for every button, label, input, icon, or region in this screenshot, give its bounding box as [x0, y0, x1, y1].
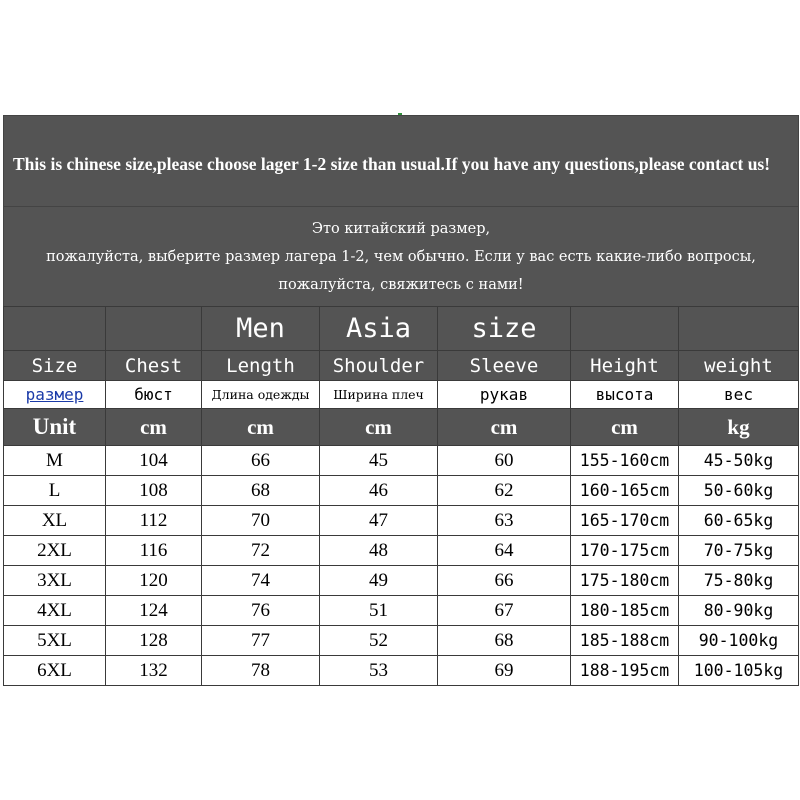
- header-chest: Chest: [106, 351, 202, 381]
- cell-weight: 45-50kg: [679, 446, 799, 476]
- cell-weight: 75-80kg: [679, 566, 799, 596]
- cell-chest: 120: [106, 566, 202, 596]
- notice-english-text: This is chinese size,please choose lager 1-2 size than usual.If you have any questions,please contact us!: [13, 154, 771, 174]
- cell-shoulder: 49: [320, 566, 438, 596]
- cell-weight: 70-75kg: [679, 536, 799, 566]
- header-ru-weight: вес: [679, 381, 799, 409]
- cell-weight: 60-65kg: [679, 506, 799, 536]
- title-cell: [4, 307, 106, 351]
- cell-shoulder: 48: [320, 536, 438, 566]
- cell-chest: 112: [106, 506, 202, 536]
- notice-russian-line-1: Это китайский размер,: [311, 221, 491, 237]
- cell-chest: 124: [106, 596, 202, 626]
- cell-shoulder: 45: [320, 446, 438, 476]
- table-row: [4, 446, 799, 476]
- cell-weight: 80-90kg: [679, 596, 799, 626]
- cell-weight: 50-60kg: [679, 476, 799, 506]
- cell-size: XL: [4, 506, 106, 536]
- cell-length: 74: [202, 566, 320, 596]
- unit-chest: cm: [106, 409, 202, 446]
- cell-length: 68: [202, 476, 320, 506]
- header-length: Length: [202, 351, 320, 381]
- cell-sleeve: 66: [438, 566, 571, 596]
- cell-weight: 100-105kg: [679, 656, 799, 686]
- cell-size: 6XL: [4, 656, 106, 686]
- unit-row: [4, 409, 799, 446]
- header-size: Size: [4, 351, 106, 381]
- cell-height: 188-195cm: [571, 656, 679, 686]
- cell-sleeve: 62: [438, 476, 571, 506]
- notice-russian-banner: [3, 206, 799, 307]
- table-row: [4, 476, 799, 506]
- table-row: [4, 596, 799, 626]
- notice-russian-line-2: пожалуйста, выберите размер лагера 1-2, чем обычно. Если у вас есть какие-либо вопросы,: [46, 249, 756, 265]
- header-shoulder: Shoulder: [320, 351, 438, 381]
- header-ru-height: высота: [571, 381, 679, 409]
- cell-size: M: [4, 446, 106, 476]
- header-row: [4, 351, 799, 381]
- size-chart-table: [3, 306, 799, 686]
- cell-shoulder: 52: [320, 626, 438, 656]
- title-cell-asia: Asia: [320, 307, 438, 351]
- header-ru-size: размер: [4, 381, 106, 409]
- unit-weight: kg: [679, 409, 799, 446]
- title-row: [4, 307, 799, 351]
- table-row: [4, 536, 799, 566]
- size-rows: [4, 446, 799, 686]
- unit-shoulder: cm: [320, 409, 438, 446]
- cell-size: L: [4, 476, 106, 506]
- unit-length: cm: [202, 409, 320, 446]
- cell-length: 78: [202, 656, 320, 686]
- cell-chest: 108: [106, 476, 202, 506]
- table-row: [4, 656, 799, 686]
- cell-height: 180-185cm: [571, 596, 679, 626]
- cell-sleeve: 60: [438, 446, 571, 476]
- cell-length: 76: [202, 596, 320, 626]
- cell-height: 185-188cm: [571, 626, 679, 656]
- title-cell-size: size: [438, 307, 571, 351]
- cell-chest: 104: [106, 446, 202, 476]
- cell-length: 77: [202, 626, 320, 656]
- table-row: [4, 626, 799, 656]
- cell-shoulder: 53: [320, 656, 438, 686]
- table-row: [4, 506, 799, 536]
- header-weight: weight: [679, 351, 799, 381]
- unit-sleeve: cm: [438, 409, 571, 446]
- notice-english-banner: [3, 115, 799, 207]
- cell-shoulder: 47: [320, 506, 438, 536]
- unit-height: cm: [571, 409, 679, 446]
- title-cell-men: Men: [202, 307, 320, 351]
- cell-weight: 90-100kg: [679, 626, 799, 656]
- cell-sleeve: 68: [438, 626, 571, 656]
- cell-size: 5XL: [4, 626, 106, 656]
- cell-length: 70: [202, 506, 320, 536]
- cell-length: 66: [202, 446, 320, 476]
- header-ru-chest: бюст: [106, 381, 202, 409]
- cell-height: 155-160cm: [571, 446, 679, 476]
- cell-height: 175-180cm: [571, 566, 679, 596]
- table-row: [4, 566, 799, 596]
- cell-size: 4XL: [4, 596, 106, 626]
- cell-height: 165-170cm: [571, 506, 679, 536]
- cell-shoulder: 51: [320, 596, 438, 626]
- title-cell: [679, 307, 799, 351]
- cell-size: 3XL: [4, 566, 106, 596]
- cell-chest: 128: [106, 626, 202, 656]
- title-cell: [571, 307, 679, 351]
- cell-sleeve: 67: [438, 596, 571, 626]
- cell-size: 2XL: [4, 536, 106, 566]
- title-cell: [106, 307, 202, 351]
- cell-chest: 132: [106, 656, 202, 686]
- cell-height: 170-175cm: [571, 536, 679, 566]
- cell-length: 72: [202, 536, 320, 566]
- header-ru-length: Длина одежды: [202, 381, 320, 409]
- header-height: Height: [571, 351, 679, 381]
- cell-sleeve: 69: [438, 656, 571, 686]
- cell-height: 160-165cm: [571, 476, 679, 506]
- header-russian-row: [4, 381, 799, 409]
- cell-shoulder: 46: [320, 476, 438, 506]
- unit-label: Unit: [4, 409, 106, 446]
- header-ru-shoulder: Ширина плеч: [320, 381, 438, 409]
- notice-russian-line-3: пожалуйста, свяжитесь с нами!: [278, 277, 524, 293]
- cell-sleeve: 63: [438, 506, 571, 536]
- cell-sleeve: 64: [438, 536, 571, 566]
- header-ru-sleeve: рукав: [438, 381, 571, 409]
- header-sleeve: Sleeve: [438, 351, 571, 381]
- cell-chest: 116: [106, 536, 202, 566]
